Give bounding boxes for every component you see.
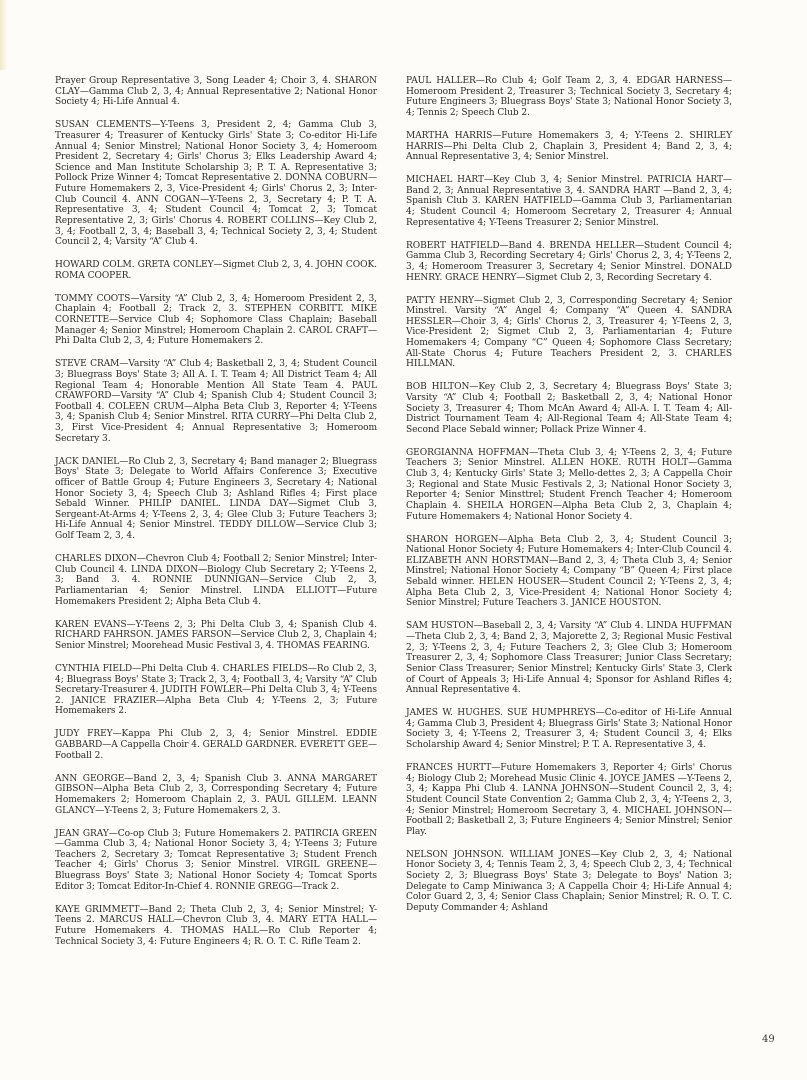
senior-entry: CYNTHIA FIELD—Phi Delta Club 4. CHARLES FIELDS—Ro Club 2, 3, 4; Bluegrass Boys' State 3; Track 2, 3, 4; Football 3, 4; Varsity “A” Club Secretary-Treasurer 4. JUDITH FOWLER—Phi Delta Club 3, 4; Y-Teens 2. JANICE FRAZIER—Alpha Beta Club 4; Y-Teens 2, 3; Future Homemakers 2. — [55, 663, 377, 717]
senior-entry: SUSAN CLEMENTS—Y-Teens 3, President 2, 4; Gamma Club 3, Treasurer 4; Treasurer of Kentucky Girls' State 3; Co-editor Hi-Life Annual 4; Senior Minstrel; National Honor Society 3, 4; Homeroom President 2, Secretary 4; Girls' Chorus 3; Elks Leadership Award 4; Science and Man Institute Scholarship 3; P. T. A. Representative 3; Pollock Prize Winner 4; Tomcat Representative 2. DONNA COBURN—Future Homemakers 2, 3, Vice-President 4; Girls' Chorus 2, 3; Inter-Club Council 4. ANN COGAN—Y-Teens 2, 3, Secretary 4; P. T. A. Representative 3, 4; Student Council 4; Tomcat 2, 3; Tomcat Representative 2, 3; Girls' Chorus 4. ROBERT COLLINS—Key Club 2, 3, 4; Football 2, 3, 4; Baseball 3, 4; Technical Society 2, 3, 4; Student Council 2, 4; Varsity “A” Club 4. — [55, 120, 377, 248]
senior-entry: JAMES W. HUGHES. SUE HUMPHREYS—Co-editor of Hi-Life Annual 4; Gamma Club 3, President 4; Bluegrass Girls' State 3; National Honor Society 3, 4; Y-Teens 2, Treasurer 3, 4; Student Council 3, 4; Elks Scholarship Award 4; Senior Minstrel; P. T. A. Representative 3, 4. — [406, 708, 732, 751]
right-column — [406, 76, 732, 926]
senior-entry: GEORGIANNA HOFFMAN—Theta Club 3, 4; Y-Teens 2, 3, 4; Future Teachers 3; Senior Minstrel. ALLEN HOKE. RUTH HOLT—Gamma Club 3, 4; Kentucky Girls' State 3; Mello-dettes 2, 3; A Cappella Choir 3; Regional and State Music Festivals 2, 3; National Honor Society 3, Reporter 4; Senior Minsttrel; Student French Teacher 4; Homeroom Chaplain 4. SHEILA HORGEN—Alpha Beta Club 2, 3, Chaplain 4; Future Homemakers 4; National Honor Society 4. — [406, 447, 732, 522]
senior-entry: ANN GEORGE—Band 2, 3, 4; Spanish Club 3. ANNA MARGARET GIBSON—Alpha Beta Club 2, 3, Corresponding Secretary 4; Future Homemakers 2; Homeroom Chaplain 2, 3. PAUL GILLEM. LEANN GLANCY—Y-Teens 2, 3; Future Homemakers 2, 3. — [55, 773, 377, 816]
senior-entry: KAREN EVANS—Y-Teens 2, 3; Phi Delta Club 3, 4; Spanish Club 4. RICHARD FAHRSON. JAMES FARSON—Service Club 2, 3, Chaplain 4; Senior Minstrel; Moorehead Music Festival 3, 4. THOMAS FEARING. — [55, 619, 377, 651]
senior-entry: PATTY HENRY—Sigmet Club 2, 3, Corresponding Secretary 4; Senior Minstrel. Varsity “A” Angel 4; Company “A” Queen 4. SANDRA HESSLER—Choir 3, 4; Girls' Chorus 2, 3, Treasurer 4; Y-Teens 2, 3, Vice-President 2; Sigmet Club 2, 3, Parliamentarian 4; Future Homemakers 4; Company “C” Queen 4; Sophomore Class Secretary; All-State Chorus 4; Future Teachers President 2, 3. CHARLES HILLMAN. — [406, 295, 732, 370]
senior-entry: SHARON HORGEN—Alpha Beta Club 2, 3, 4; Student Council 3; National Honor Society 4; Future Homemakers 4; Inter-Club Council 4. ELIZABETH ANN HORSTMAN—Band 2, 3, 4; Theta Club 3, 4; Senior Minstrel; National Honor Society 4; Company “B” Queen 4; First place Sebald winner. HELEN HOUSER—Student Council 2; Y-Teens 2, 3, 4; Alpha Beta Club 2, 3, Vice-President 4; National Honor Society 4; Senior Minstrel; Future Teachers 3. JANICE HOUSTON. — [406, 534, 732, 609]
page-number: 49 — [762, 1034, 775, 1045]
senior-entry: JACK DANIEL—Ro Club 2, 3, Secretary 4; Band manager 2; Bluegrass Boys' State 3; Delegate to World Affairs Conference 3; Executive officer of Battle Group 4; Future Engineers 3, Secretary 4; National Honor Society 3, 4; Speech Club 3; Ashland Rifles 4; First place Sebald Winner. PHILIP DANIEL. LINDA DAY—Sigmet Club 3, Sergeant-At-Arms 4; Y-Teens 2, 3, 4; Glee Club 3; Future Teachers 3; Hi-Life Annual 4; Senior Minstrel. TEDDY DILLOW—Service Club 3; Golf Team 2, 3, 4. — [55, 456, 377, 542]
senior-entry: FRANCES HURTT—Future Homemakers 3, Reporter 4; Girls' Chorus 4; Biology Club 2; Morehead Music Clinic 4. JOYCE JAMES —Y-Teens 2, 3, 4; Kappa Phi Club 4. LANNA JOHNSON—Student Council 2, 3, 4; Student Council State Convention 2; Gamma Club 2, 3, 4; Y-Teens 2, 3, 4; Senior Minstrel; Homeroom Secretary 3, 4. MICHAEL JOHNSON—Football 2; Basketball 2, 3; Future Engineers 4; Senior Minstrel; Senior Play. — [406, 763, 732, 837]
senior-entry: JEAN GRAY—Co-op Club 3; Future Homemakers 2. PATIRCIA GREEN—Gamma Club 3, 4; National Honor Society 3, 4; Y-Teens 3; Future Teachers 2, Secretary 3; Tomcat Representative 3; Student French Teacher 4; Girls' Chorus 3; Senior Minstrel. VIRGIL GREENE—Bluegrass Boys' State 3; National Honor Society 4; Tomcat Sports Editor 3; Tomcat Editor-In-Chief 4. RONNIE GREGG—Track 2. — [55, 828, 377, 892]
senior-entry: MARTHA HARRIS—Future Homemakers 3, 4; Y-Teens 2. SHIRLEY HARRIS—Phi Delta Club 2, Chaplain 3, President 4; Band 2, 3, 4; Annual Representative 3, 4; Senior Minstrel. — [406, 130, 732, 163]
senior-entry: NELSON JOHNSON. WILLIAM JONES—Key Club 2, 3, 4; National Honor Society 3, 4; Tennis Team 2, 3, 4; Speech Club 2, 3, 4; Technical Society 2, 3; Bluegrass Boys' State 3; Delegate to Boys' Nation 3; Delegate to Camp Miniwanca 3; A Cappella Choir 4; Hi-Life Annual 4; Color Guard 2, 3, 4; Senior Class Chaplain; Senior Minstrel; R. O. T. C. Deputy Commander 4; Ashland — [406, 849, 732, 913]
senior-entry: CHARLES DIXON—Chevron Club 4; Football 2; Senior Minstrel; Inter-Club Council 4. LINDA DIXON—Biology Club Secretary 2; Y-Teens 2, 3; Band 3. 4. RONNIE DUNNIGAN—Service Club 2, 3, Parliamentarian 4; Senior Minstrel. LINDA ELLIOTT—Future Homemakers President 2; Alpha Beta Club 4. — [55, 554, 377, 607]
senior-entry: TOMMY COOTS—Varsity “A” Club 2, 3, 4; Homeroom President 2, 3, Chaplain 4; Football 2; Track 2, 3. STEPHEN CORBITT. MIKE CORNETTE—Service Club 4; Sophomore Class Chaplain; Baseball Manager 4; Senior Minstrel; Homeroom Chaplain 2. CAROL CRAFT—Phi Dalta Club 2, 3, 4; Future Homemakers 2. — [55, 293, 377, 347]
senior-entry: ROBERT HATFIELD—Band 4. BRENDA HELLER—Student Council 4; Gamma Club 3, Recording Secretary 4; Girls' Chorus 2, 3, 4; Y-Teens 2, 3, 4; Homeroom Treasurer 3, Secretary 4; Senior Minstrel. DONALD HENRY. GRACE HENRY—Sigmet Club 2, 3, Recording Secretary 4. — [406, 240, 732, 283]
senior-entry: HOWARD COLM. GRETA CONLEY—Sigmet Club 2, 3, 4. JOHN COOK. ROMA COOPER. — [55, 260, 377, 281]
senior-entry: KAYE GRIMMETT—Band 2; Theta Club 2, 3, 4; Senior Minstrel; Y-Teens 2. MARCUS HALL—Chevron Club 3, 4. MARY ETTA HALL—Future Homemakers 4. THOMAS HALL—Ro Club Reporter 4; Technical Society 3, 4: Future Engineers 4; R. O. T. C. Rifle Team 2. — [55, 904, 377, 947]
senior-entry: PAUL HALLER—Ro Club 4; Golf Team 2, 3, 4. EDGAR HARNESS—Homeroom President 2, Treasurer 3; Technical Society 3, Secretary 4; Future Engineers 3; Bluegrass Boys' State 3; National Honor Society 3, 4; Tennis 2; Speech Club 2. — [406, 76, 732, 118]
senior-entry: SAM HUSTON—Baseball 2, 3, 4; Varsity “A” Club 4. LINDA HUFFMAN—Theta Club 2, 3, 4; Band 2, 3, Majorette 2, 3; Regional Music Festival 2, 3; Y-Teens 2, 3, 4; Future Teachers 2, 3; Glee Club 3; Homeroom Treasurer 2, 3, 4; Sophomore Class Treasurer; Junior Class Secretary; Senior Class Treasurer; Senior Minstrel; Kentucky Girls' State 3, Clerk of Court of Appeals 3; Hi-Life Annual 4; Sponsor for Ashland Rifles 4; Annual Representative 4. — [406, 621, 732, 696]
senior-entry: Prayer Group Representative 3, Song Leader 4; Choir 3, 4. SHARON CLAY—Gamma Club 2, 3, 4; Annual Representative 2; National Honor Society 4; Hi-Life Annual 4. — [55, 76, 377, 108]
senior-entry: MICHAEL HART—Key Club 3, 4; Senior Minstrel. PATRICIA HART—Band 2, 3; Annual Representative 3, 4. SANDRA HART —Band 2, 3, 4; Spanish Club 3. KAREN HATFIELD—Gamma Club 3, Parliamentarian 4; Student Council 4; Homeroom Secretary 2, Treasurer 4; Annual Representative 4; Y-Teens Treasurer 2; Senior Minstrel. — [406, 175, 732, 228]
senior-entry: BOB HILTON—Key Club 2, 3, Secretary 4; Bluegrass Boys' State 3; Varsity “A” Club 4; Football 2; Basketball 2, 3, 4; National Honor Society 3, Treasurer 4; Thom McAn Award 4; All-A. I. T. Team 4; All-District Tournament Team 4; All-Regional Team 4; All-State Team 4; Second Place Sebald winner; Pollack Prize Winner 4. — [406, 382, 732, 435]
senior-entry: STEVE CRAM—Varsity “A” Club 4; Basketball 2, 3, 4; Student Council 3; Bluegrass Boys' State 3; All A. I. T. Team 4; All District Team 4; All Regional Team 4; Honorable Mention All State Team 4. PAUL CRAWFORD—Varsity “A” Club 4; Spanish Club 4; Student Council 3; Football 4. COLEEN CRUM—Alpha Beta Club 3, Reporter 4; Y-Teens 3, 4; Spanish Club 4; Senior Minstrel. RITA CURRY—Phi Delta Club 2, 3, First Vice-President 4; Annual Representative 3; Homeroom Secretary 3. — [55, 359, 377, 444]
senior-entry: JUDY FREY—Kappa Phi Club 2, 3, 4; Senior Minstrel. EDDIE GABBARD—A Cappella Choir 4. GERALD GARDNER. EVERETT GEE—Football 2. — [55, 729, 377, 761]
paper-stain — [0, 0, 7, 70]
left-column — [55, 76, 377, 960]
